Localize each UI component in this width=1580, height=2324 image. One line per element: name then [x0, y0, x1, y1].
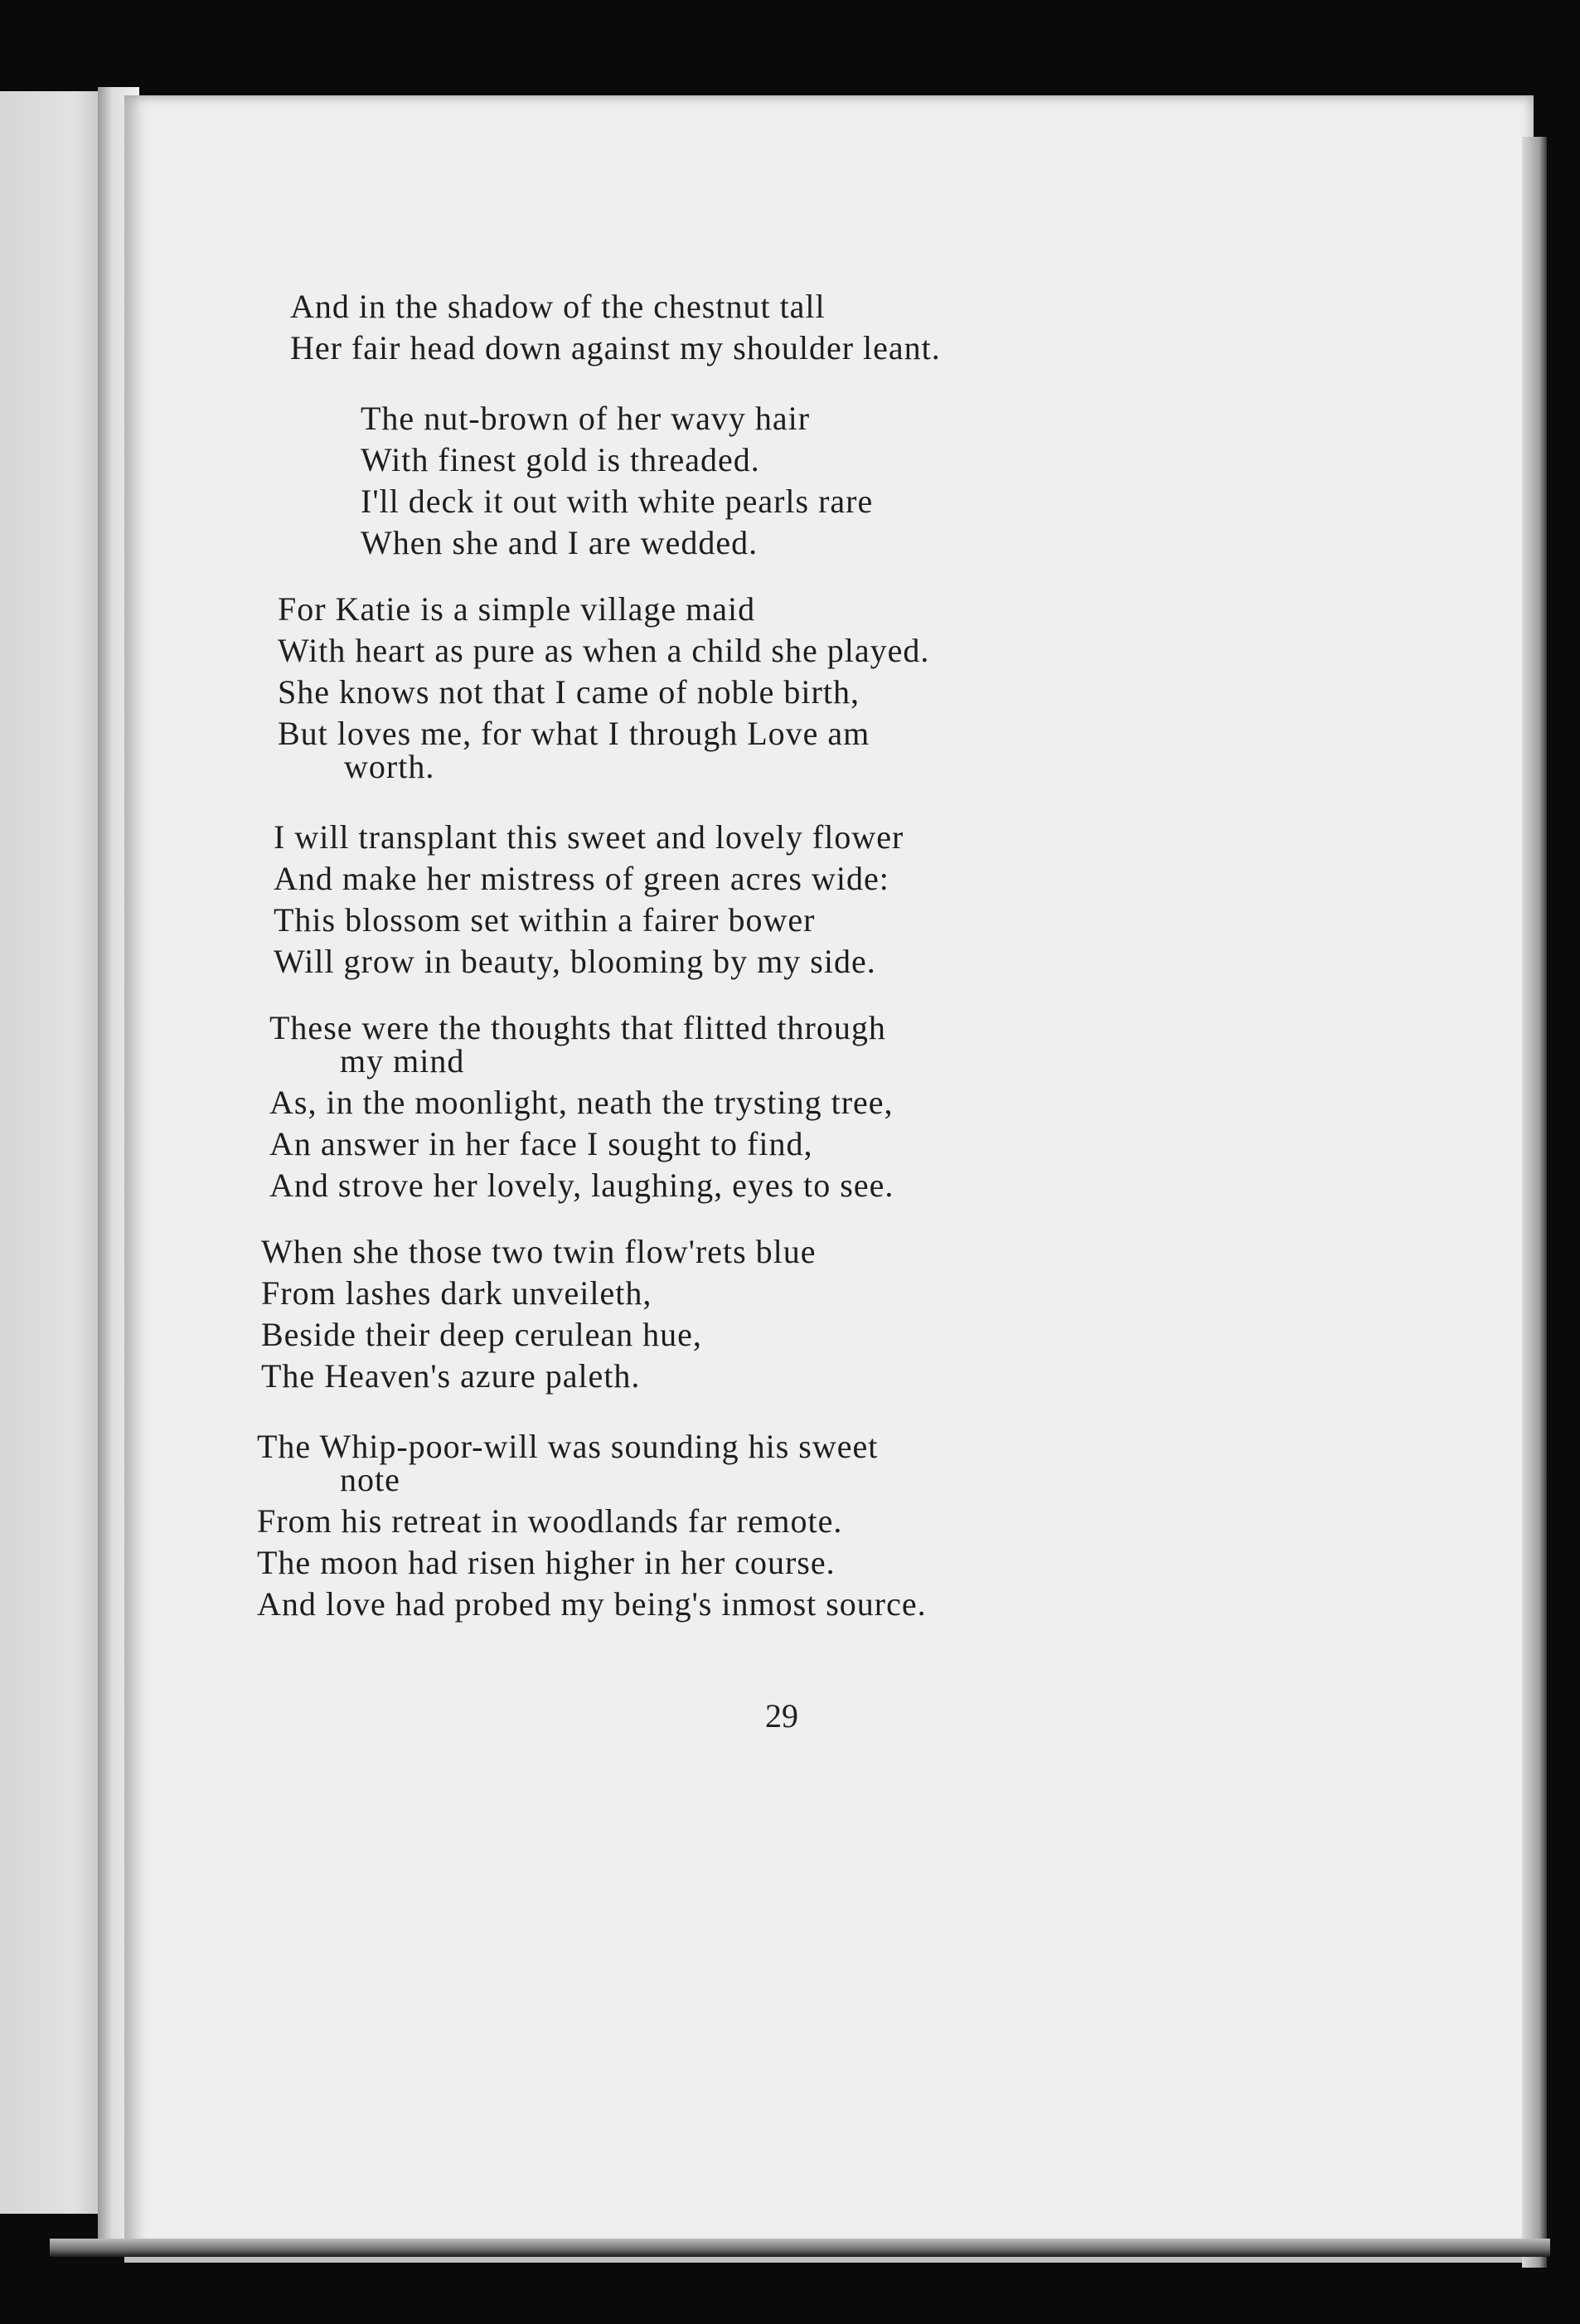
poem-line: And in the shadow of the chestnut tall [290, 288, 826, 325]
poem-line: She knows not that I came of noble birth, [278, 673, 860, 711]
poem-line: The Whip-poor-will was sounding his sweet [257, 1428, 879, 1465]
poem-line: An answer in her face I sought to find, [269, 1125, 813, 1162]
poem-line: With finest gold is threaded. [361, 441, 760, 478]
poem-line: worth. [344, 748, 435, 785]
poem-line: The nut-brown of her wavy hair [361, 400, 811, 437]
poem-line: With heart as pure as when a child she played. [278, 632, 930, 669]
poem-line: And love had probed my being's inmost source. [257, 1585, 927, 1623]
page-bottom-edge [50, 2239, 1550, 2257]
poem-line: This blossom set within a fairer bower [274, 901, 816, 939]
poem-line: Will grow in beauty, blooming by my side. [274, 943, 876, 980]
poem-line: From lashes dark unveileth, [261, 1274, 652, 1312]
poem-line: I will transplant this sweet and lovely flower [274, 818, 904, 856]
poem-line: Beside their deep cerulean hue, [261, 1316, 702, 1353]
poem-line: When she and I are wedded. [361, 524, 758, 561]
page-number: 29 [765, 1697, 798, 1735]
poem-line: From his retreat in woodlands far remote. [257, 1502, 843, 1540]
poem-text [124, 0, 1534, 2156]
poem-line: When she those two twin flow'rets blue [261, 1233, 817, 1270]
poem-line: And strove her lovely, laughing, eyes to see. [269, 1167, 894, 1204]
poem-line: note [340, 1461, 400, 1498]
poem-line: my mind [340, 1042, 465, 1080]
poem-line: The Heaven's azure paleth. [261, 1357, 641, 1395]
poem-line: Her fair head down against my shoulder leant. [290, 329, 941, 366]
poem-line: I'll deck it out with white pearls rare [361, 483, 874, 520]
poem-line: For Katie is a simple village maid [278, 590, 756, 628]
poem-line: As, in the moonlight, neath the trysting tree, [269, 1084, 894, 1121]
poem-line: But loves me, for what I through Love am [278, 715, 870, 752]
poem-line: The moon had risen higher in her course. [257, 1544, 836, 1581]
poem-line: These were the thoughts that flitted through [269, 1009, 886, 1046]
poem-line: And make her mistress of green acres wide: [274, 860, 889, 897]
